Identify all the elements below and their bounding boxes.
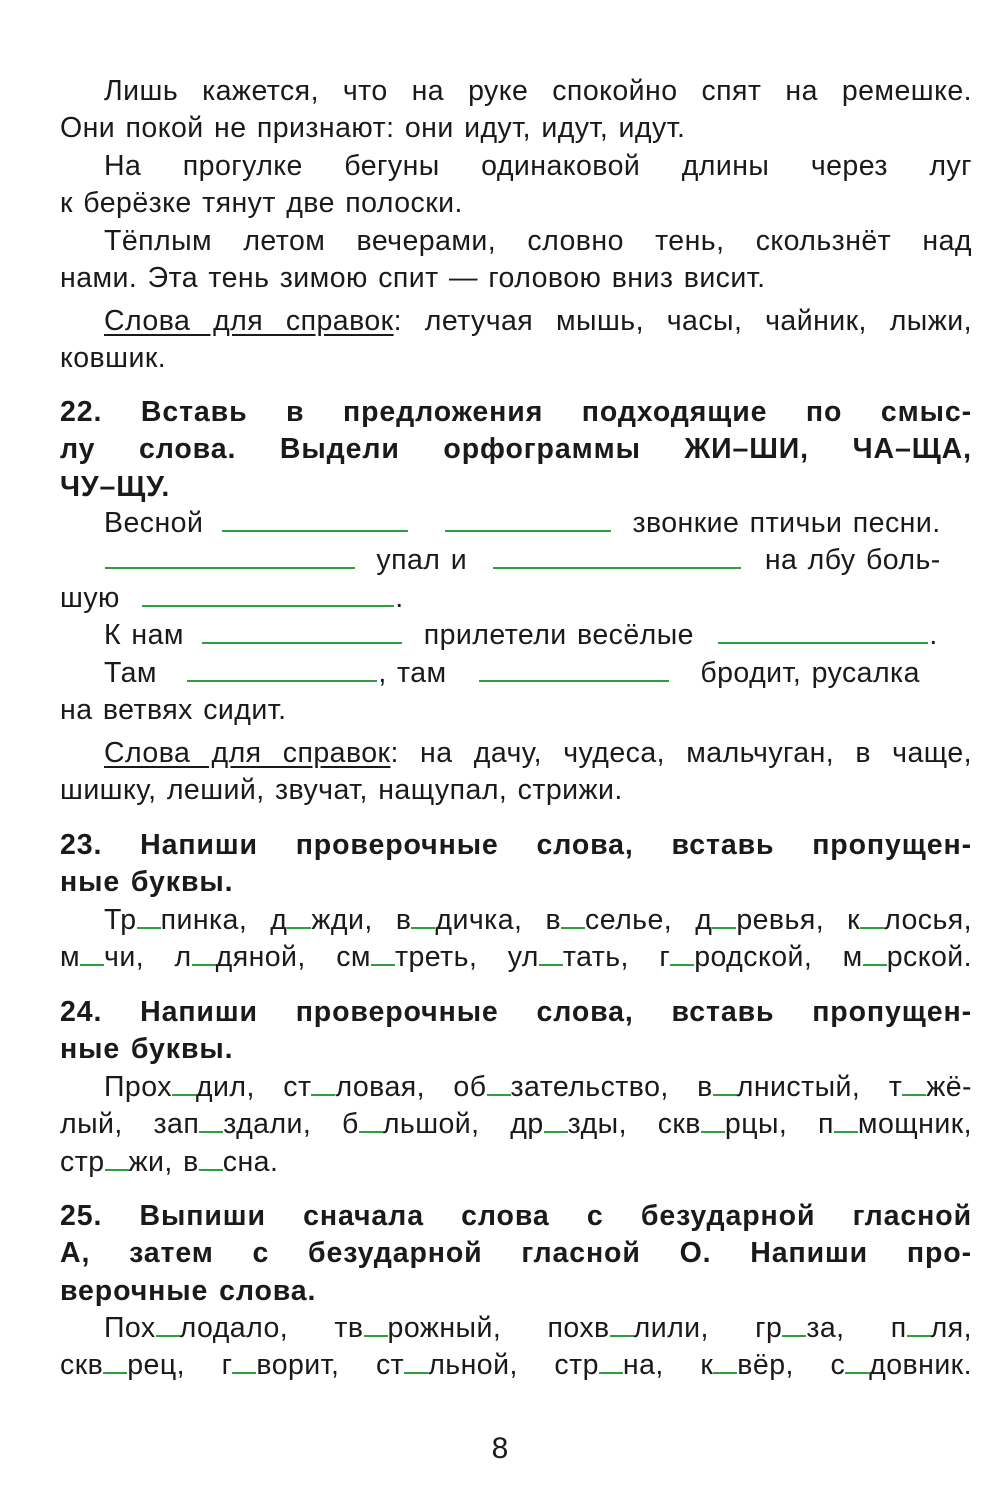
page-number: 8 [491,1432,509,1465]
words-line [60,939,972,976]
exercise-25-heading [60,1198,972,1310]
word-fragment: за, [806,1312,845,1344]
missing-letter-blank[interactable] [712,911,736,929]
answer-blank[interactable] [187,660,377,682]
missing-letter-blank[interactable] [364,1319,388,1337]
heading-line: 23. Напиши проверочные слова, вставь пропущен- [60,829,972,861]
heading-line: верочные слова. [60,1274,317,1307]
word-fragment: дяной, [215,941,306,974]
text-line: Тёплым летом вечерами, словно тень, скользнёт над [104,224,972,257]
missing-letter-blank[interactable] [232,1356,256,1374]
sentence-text: . [395,581,404,614]
exercise-22-heading [60,394,972,506]
text-line: Они покой не признают: они идут, идут, идут. [60,112,686,145]
answer-blank[interactable] [222,510,408,532]
word-fragment: зательство, [510,1071,669,1103]
sentence-text: . [929,619,938,652]
missing-letter-blank[interactable] [834,1115,858,1133]
word-fragment: рожный, [387,1312,502,1344]
word-fragment: скв [657,1108,701,1141]
missing-letter-blank[interactable] [404,1356,428,1374]
word-fragment: тв [334,1312,364,1344]
text-line: нами. Эта тень зимою спит — головою вниз висит. [60,261,766,294]
sentence-text: звонкие птичьи песни. [632,507,941,539]
word-fragment: треть, [394,941,478,974]
missing-letter-blank[interactable] [287,911,311,929]
words-line [60,1069,972,1106]
sentence-text: К нам [104,619,184,652]
heading-line: ные буквы. [60,1033,234,1066]
missing-letter-blank[interactable] [860,911,884,929]
sentence-text: Там [104,656,157,689]
reference-line: ковшик. [60,342,167,375]
heading-line: 24. Напиши проверочные слова, вставь пропущен- [60,996,972,1028]
missing-letter-blank[interactable] [80,948,104,966]
reference-line [60,303,972,340]
word-fragment: ст [375,1349,405,1382]
missing-letter-blank[interactable] [713,1078,737,1096]
word-fragment: чи, [104,941,145,974]
missing-letter-blank[interactable] [863,948,887,966]
word-fragment: довник. [869,1349,972,1382]
sentence-text: бродит, русалка [700,656,920,689]
word-fragment: похв [547,1312,610,1344]
word-fragment: д [695,904,713,936]
word-fragment: г [659,941,671,974]
heading-line: ные буквы. [60,866,234,899]
word-fragment: на, [622,1349,664,1382]
reference-line [60,735,972,772]
text-line: Лишь кажется, что на руке спокойно спят на ремешке. [104,75,972,107]
word-fragment: зды, [567,1108,627,1141]
heading-line: лу слова. Выдели орфограммы ЖИ–ШИ, ЧА–ЩА, [60,433,972,466]
sentence-line [60,542,972,579]
word-fragment: б [342,1108,359,1141]
exercise-22-reference [60,735,972,810]
word-fragment: п [818,1108,834,1141]
missing-letter-blank[interactable] [192,948,216,966]
sentence-text: Весной [104,507,204,539]
word-fragment: в [545,904,562,936]
word-fragment: жи, [128,1145,173,1178]
missing-letter-blank[interactable] [670,948,694,966]
missing-letter-blank[interactable] [782,1319,806,1337]
words-line [60,902,972,939]
missing-letter-blank[interactable] [359,1115,383,1133]
word-fragment: ст [283,1071,312,1103]
exercise-24-words [60,1069,972,1181]
missing-letter-blank[interactable] [701,1115,725,1133]
word-fragment: сна. [222,1145,279,1178]
word-fragment: ворит, [256,1349,340,1382]
word-fragment: в [697,1071,713,1103]
word-fragment: др [510,1108,544,1141]
riddles-reference [60,303,972,378]
missing-letter-blank[interactable] [371,948,395,966]
answer-blank[interactable] [479,660,669,682]
sentence-line: на ветвях сидит. [60,693,287,726]
word-fragment: г [221,1349,233,1382]
word-fragment: льной, [428,1349,518,1382]
word-fragment: лодало, [179,1312,289,1344]
word-fragment: п [890,1312,907,1344]
missing-letter-blank[interactable] [561,911,585,929]
reference-line: шишку, леший, звучат, нащупал, стрижи. [60,774,623,807]
missing-letter-blank[interactable] [156,1319,180,1337]
text-line: к берёзке тянут две полоски. [60,187,463,220]
word-fragment: родской, [694,941,813,974]
word-fragment: Тр [104,904,137,936]
word-fragment: мощник, [857,1108,973,1141]
word-fragment: здали, [223,1108,312,1141]
exercise-25-words [60,1310,972,1385]
word-fragment: рской. [886,941,972,974]
word-fragment: м [842,941,863,974]
words-line [60,1310,972,1347]
exercise-22-sentences [60,505,972,729]
word-fragment: к [847,904,861,936]
missing-letter-blank[interactable] [599,1356,623,1374]
word-fragment: селье, [585,904,673,936]
heading-line: ЧУ–ЩУ. [60,470,171,503]
word-fragment: рцы, [724,1108,788,1141]
missing-letter-blank[interactable] [610,1319,634,1337]
missing-letter-blank[interactable] [845,1356,869,1374]
reference-words: : на дачу, чудеса, мальчуган, в чаще, [390,737,972,769]
word-fragment: гр [755,1312,783,1344]
sentence-line [60,505,972,542]
word-fragment: м [60,941,81,974]
word-fragment: Прох [104,1071,172,1103]
word-fragment: дил, [195,1071,255,1103]
missing-letter-blank[interactable] [199,1153,223,1171]
sentence-text: шую [60,581,120,614]
sentence-line [60,617,972,654]
riddles-block [60,73,972,297]
words-line [60,1347,972,1384]
missing-letter-blank[interactable] [311,1078,335,1096]
missing-letter-blank[interactable] [487,1078,511,1096]
sentence-text: на лбу боль- [764,544,941,577]
answer-blank[interactable] [202,622,402,644]
word-fragment: в [183,1145,199,1178]
word-fragment: т [888,1071,903,1103]
word-fragment: лый, [60,1108,123,1141]
word-fragment: к [700,1349,714,1382]
missing-letter-blank[interactable] [103,1356,127,1374]
word-fragment: об [453,1071,487,1103]
word-fragment: ловая, [335,1071,425,1103]
sentence-line [60,580,972,617]
word-fragment: Пох [104,1312,156,1344]
word-fragment: стр [554,1349,599,1382]
answer-blank[interactable] [105,547,355,569]
missing-letter-blank[interactable] [713,1356,737,1374]
word-fragment: стр [60,1145,105,1178]
missing-letter-blank[interactable] [544,1115,568,1133]
reference-label: Слова для справок [104,737,391,769]
word-fragment: лнистый, [736,1071,861,1103]
answer-blank[interactable] [493,547,741,569]
missing-letter-blank[interactable] [137,911,161,929]
text-line: На прогулке бегуны одинаковой длины через луг [104,149,972,182]
word-fragment: тать, [562,941,629,974]
heading-line: А, затем с безударной гласной О. Напиши про- [60,1237,972,1270]
heading-line: 22. Вставь в предложения подходящие по смыс- [60,396,972,428]
missing-letter-blank[interactable] [411,911,435,929]
word-fragment: ревья, [736,904,825,936]
word-fragment: л [174,941,192,974]
word-fragment: д [270,904,288,936]
word-fragment: жё- [926,1071,972,1103]
word-fragment: жди, [311,904,373,936]
exercise-23-heading [60,827,972,902]
word-fragment: льшой, [382,1108,480,1141]
word-fragment: ул [507,941,539,974]
answer-blank[interactable] [718,622,928,644]
exercise-23-words [60,902,972,977]
reference-words: : летучая мышь, часы, чайник, лыжи, [393,305,972,337]
word-fragment: вёр, [737,1349,794,1382]
word-fragment: зап [153,1108,200,1141]
answer-blank[interactable] [142,585,394,607]
missing-letter-blank[interactable] [199,1115,223,1133]
heading-line: 25. Выпиши сначала слова с безударной гласной [60,1200,972,1232]
word-fragment: лили, [633,1312,709,1344]
sentence-text: , там [378,656,447,689]
word-fragment: в [395,904,412,936]
words-line [60,1106,972,1143]
sentence-text: прилетели весёлые [423,619,694,652]
word-fragment: см [336,941,371,974]
word-fragment: пинка, [160,904,248,936]
missing-letter-blank[interactable] [105,1153,129,1171]
missing-letter-blank[interactable] [907,1319,931,1337]
sentence-line [60,655,972,692]
word-fragment: рец, [127,1349,185,1382]
missing-letter-blank[interactable] [172,1078,196,1096]
missing-letter-blank[interactable] [539,948,563,966]
word-fragment: скв [60,1349,104,1382]
reference-label: Слова для справок [104,305,394,337]
word-fragment: с [830,1349,846,1382]
answer-blank[interactable] [445,510,611,532]
exercise-24-heading [60,994,972,1069]
word-fragment: дичка, [435,904,523,936]
word-fragment: лосья, [884,904,973,936]
word-fragment: ля, [930,1312,973,1344]
missing-letter-blank[interactable] [902,1078,926,1096]
words-line [60,1144,972,1181]
sentence-text: упал и [376,544,468,577]
